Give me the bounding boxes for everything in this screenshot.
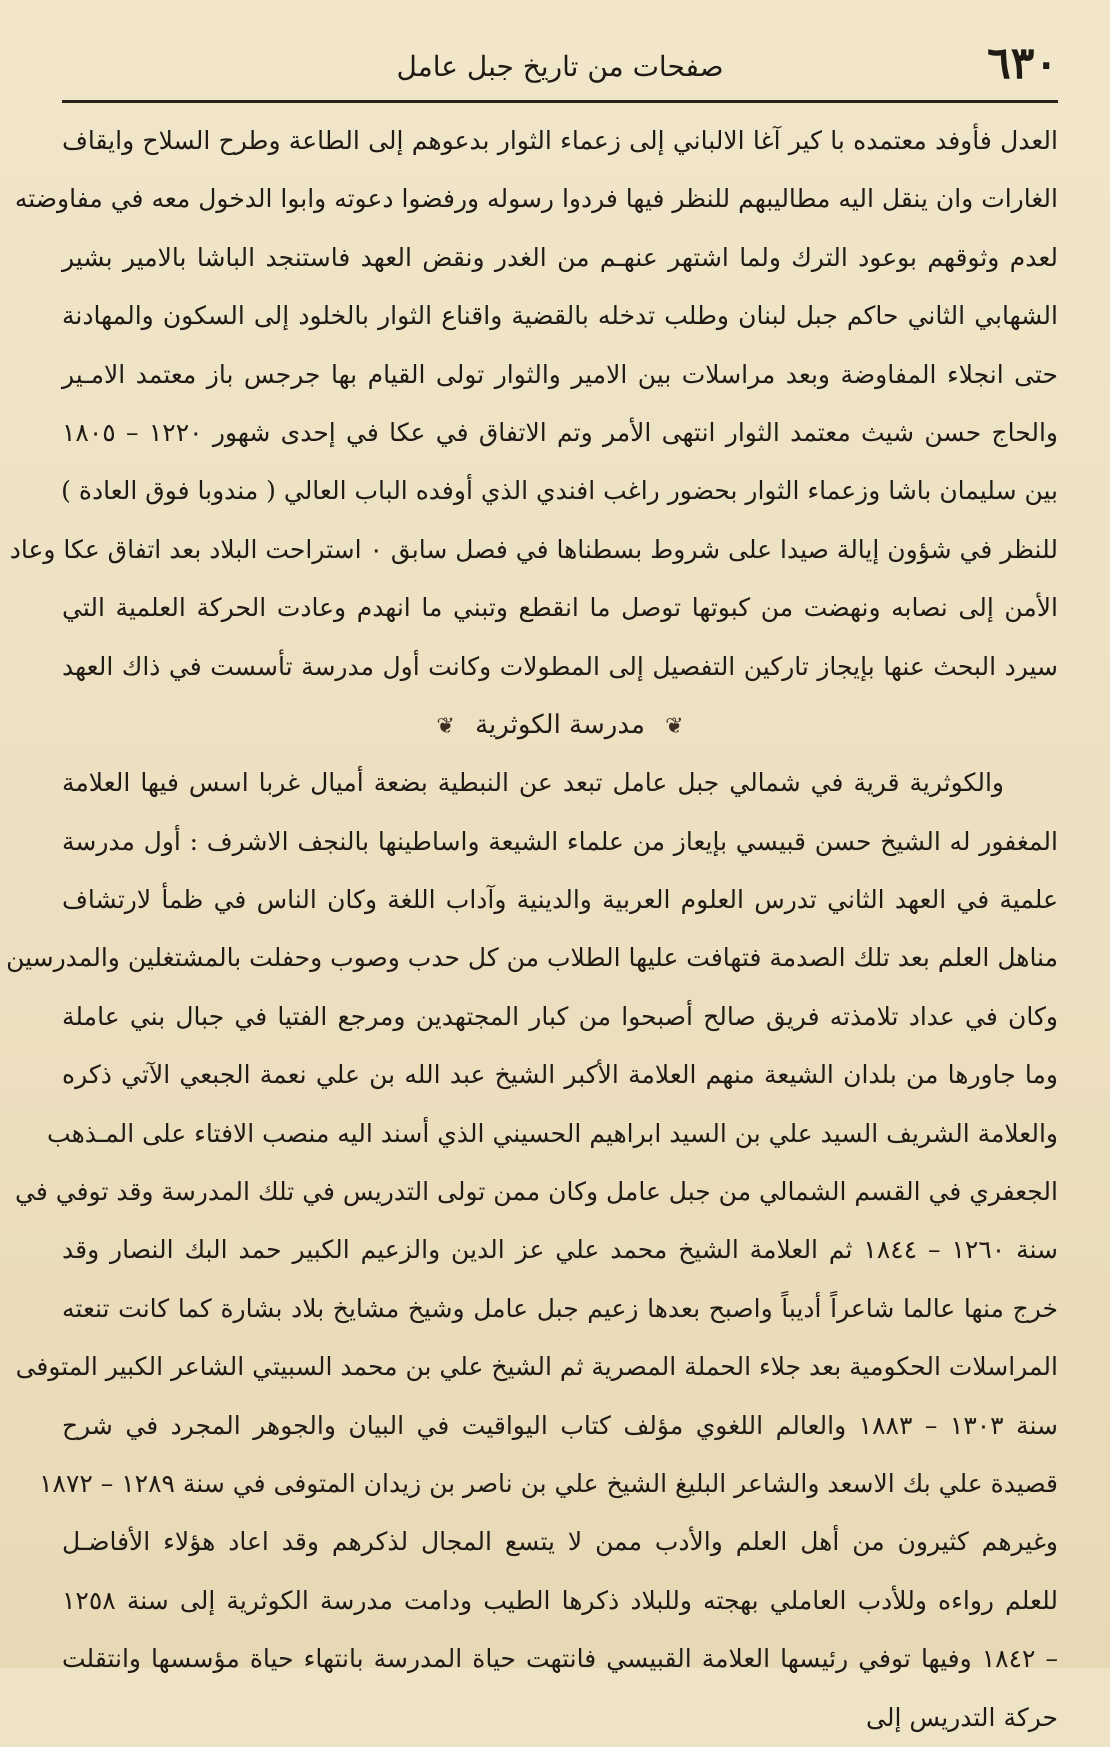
body-text	[6, 112, 1059, 1747]
text-line: علمية في العهد الثاني تدرس العلوم العربية والدينية وآداب اللغة وكان الناس في ظمأ لارتشاف	[62, 885, 1058, 915]
text-line: وما جاورها من بلدان الشيعة منهم العلامة الأكبر الشيخ عبد الله بن علي نعمة الجبعي الآتي ذكره	[62, 1060, 1058, 1090]
text-line: للنظر في شؤون إيالة صيدا على شروط بسطناها في فصل سابق ٠ استراحت البلاد بعد اتفاق عكا وعاد	[9, 534, 1058, 564]
section-title: مدرسة الكوثرية	[475, 709, 645, 740]
text-line: بين سليمان باشا وزعماء الثوار بحضور راغب افندي الذي أوفده الباب العالي ( مندوبا فوق العادة )	[61, 476, 1058, 506]
text-line: وغيرهم كثيرون من أهل العلم والأدب ممن لا يتسع المجال لذكرهم وقد اعاد هؤلاء الأفاضـل	[62, 1527, 1058, 1557]
text-line: للعلم رواءه وللأدب العاملي بهجته وللبلاد ذكرها الطيب ودامت مدرسة الكوثرية إلى سنة ١٢٥٨	[62, 1585, 1059, 1615]
text-line: المغفور له الشيخ حسن قبيسي بإيعاز من علماء الشيعة واساطينها بالنجف الاشرف : أول مدرسة	[62, 826, 1058, 856]
text-line: حركة التدريس إلى	[866, 1702, 1058, 1732]
running-title: صفحات من تاريخ جبل عامل	[396, 50, 724, 83]
text-line: لعدم وثوقهم بوعود الترك ولما اشتهر عنهـم من الغدر ونقض العهد فاستنجد الباشا بالامير بشير	[62, 242, 1058, 272]
text-line: – ١٨٤٢ وفيها توفي رئيسها العلامة القبيسي فانتهت حياة المدرسة بانتهاء حياة مؤسسها وانتقلت	[62, 1644, 1059, 1674]
text-line: العدل فأوفد معتمده با كير آغا الالباني إلى زعماء الثوار بدعوهم إلى الطاعة وطرح السلاح وايقاف	[62, 126, 1058, 155]
text-line: والكوثرية قرية في شمالي جبل عامل تبعد عن النبطية بضعة أميال غربا اسس فيها العلامة	[62, 768, 1004, 798]
text-line: قصيدة علي بك الاسعد والشاعر البليغ الشيخ علي بن ناصر بن زيدان المتوفى في سنة ١٢٨٩ – ١٨٧٢	[39, 1468, 1058, 1498]
text-line: والعلامة الشريف السيد علي بن السيد ابراهيم الحسيني الذي أسند اليه منصب الافتاء على المـذهب	[47, 1118, 1058, 1148]
text-line: الغارات وان ينقل اليه مطاليبهم للنظر فيها فردوا رسوله ورفضوا دعوته وابوا الدخول معه في مفاوضته	[14, 184, 1058, 214]
text-line: الشهابي الثاني حاكم جبل لبنان وطلب تدخله بالقضية واقناع الثوار بالخلود إلى السكون والمهادنة	[62, 301, 1058, 331]
text-line: سيرد البحث عنها بإيجاز تاركين التفصيل إلى المطولات وكانت أول مدرسة تأسست في ذاك العهد	[62, 651, 1058, 681]
text-line: الجعفري في القسم الشمالي من جبل عامل وكان ممن تولى التدريس في تلك المدرسة وقد توفي في	[15, 1177, 1058, 1207]
page-number: ٦٣٠	[987, 38, 1058, 89]
text-line: سنة ١٣٠٣ – ١٨٨٣ والعالم اللغوي مؤلف كتاب اليواقيت في البيان والجوهر المجرد في شرح	[62, 1410, 1059, 1440]
text-line: خرج منها عالما شاعراً أديباً واصبح بعدها زعيم جبل عامل وشيخ مشايخ بلاد بشارة كما كانت تنعته	[62, 1293, 1058, 1323]
text-line: مناهل العلم بعد تلك الصدمة فتهافت عليها الطلاب من كل حدب وصوب وحفلت بالمشتغلين والمدرسين	[6, 943, 1058, 973]
header-rule	[62, 100, 1058, 103]
text-line: سنة ١٢٦٠ – ١٨٤٤ ثم العلامة الشيخ محمد علي عز الدين والزعيم الكبير حمد البك النصار وقد	[62, 1235, 1058, 1265]
ornament-right-icon: ❦	[665, 713, 684, 739]
text-line: وكان في عداد تلامذته فريق صالح أصبحوا من كبار المجتهدين ومرجع الفتيا في جبال بني عاملة	[62, 1001, 1058, 1031]
text-line: حتى انجلاء المفاوضة وبعد مراسلات بين الامير والثوار تولى القيام بها جرجس باز معتمد الامـير	[62, 359, 1058, 389]
section-heading	[62, 696, 1058, 754]
text-line: الأمن إلى نصابه ونهضت من كبوتها توصل ما انقطع وتبني ما انهدم وعادت الحركة العلمية التي	[62, 593, 1058, 623]
text-line: والحاج حسن شيث معتمد الثوار انتهى الأمر وتم الاتفاق في عكا في إحدى شهور ١٢٢٠ – ١٨٠٥	[62, 417, 1058, 447]
text-line: المراسلات الحكومية بعد جلاء الحملة المصرية ثم الشيخ علي بن محمد السبيتي الشاعر الكبير المتوفى	[15, 1352, 1058, 1382]
ornament-left-icon: ❦	[436, 713, 455, 739]
page-header	[62, 38, 1058, 98]
